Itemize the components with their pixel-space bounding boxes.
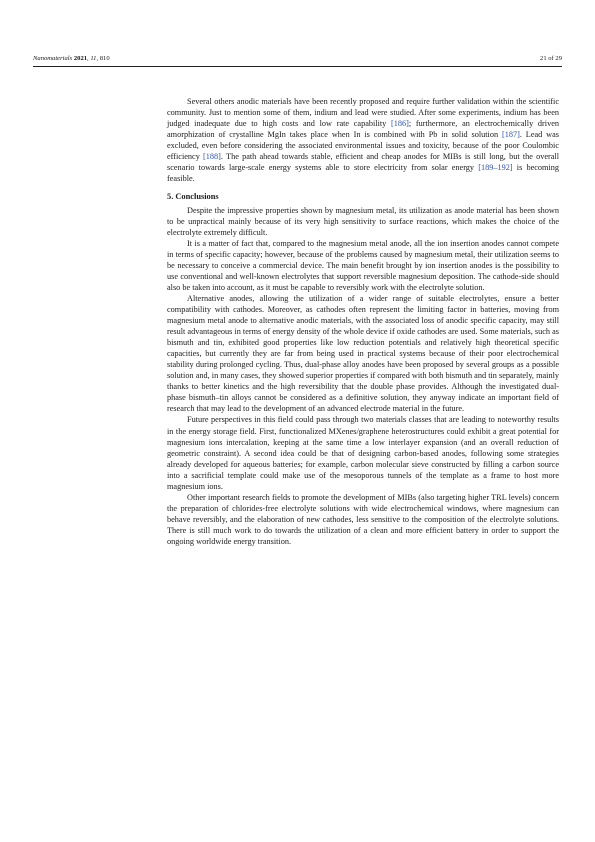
paragraph-text: Several others anodic materials have been recently proposed and require further validation within the scientific community. Just to mention some of them, indium and lead were studied. After some experiments, indium has been judged inadequate due to high costs and low rate capability bbox=[167, 97, 559, 129]
reference-link[interactable]: [188] bbox=[203, 152, 221, 162]
paragraph-text: Alternative anodes, allowing the utilization of a wider range of suitable electrolytes, ensure a better compatibility with cathodes. Moreover, as cathodes often represent the limiting factor in batteries, moving from magnesium metal anode to alternative anodic materials, with the associated loss of anodic specific capacity, may still result advantageous in terms of energy density of the whole device if oxide cathodes are used. Some materials, such as bismuth and tin, exhibited good properties like low reduction potentials and relatively high theoretical specific capacities, but currently they are far from being used in practical systems because of their poor electrochemical stability during prolonged cycling. Thus, dual-phase alloy anodes have been proposed by several groups as a possible solution and, in many cases, they showed superior properties if compared with both bismuth and tin separately, mainly thanks to better kinetics and the high reversibility that the double phase provides. Although the investigated dual-phase bismuth–tin alloys cannot be considered as a definitive solution, they anyway indicate an important field of research that may lead to the development of an advanced electrode material in the future. bbox=[167, 293, 559, 414]
paragraph-ion-insertion bbox=[167, 238, 559, 293]
paragraph-text: It is a matter of fact that, compared to the magnesium metal anode, all the ion insertion anodes cannot compete in terms of specific capacity; however, because of the problems caused by magnesium metal, their utilization seems to be necessary to conceive a commercial device. The main benefit brought by ion insertion anodes is the possibility to use conventional and well-known electrolytes that support reversible magnesium deposition. The cathode-side should also be taken into account, as it must be capable to reversibly work with the electrolyte solution. bbox=[167, 238, 559, 292]
paragraph-future-perspectives bbox=[167, 414, 559, 491]
paragraph-text: is becoming feasible. bbox=[167, 163, 559, 184]
paragraph-text: Future perspectives in this field could pass through two materials classes that are leading to noteworthy results in the energy storage field. First, functionalized MXenes/graphene heterostructures could exhibit a great potential for magnesium ions intercalation, keeping at the same time a low interlayer expansion (and an overall reduction of geometric constraint). A second idea could be that of designing carbon-based anodes, following some strategies already developed for aqueous batteries; for example, carbon molecular sieve constructed by filling a carbon source into a sacrificial template could make use of the mesoporous tunnels of the template as a frame to host more magnesium ions. bbox=[167, 415, 559, 491]
paragraph-text: ; furthermore, an electrochemically driven amorphization of crystalline MgIn takes place when In is combined with Pb in solid solution bbox=[167, 119, 559, 140]
running-header bbox=[33, 54, 562, 64]
journal-name: Nanomaterials bbox=[33, 55, 73, 62]
paragraph-other-research bbox=[167, 492, 559, 547]
paragraph-magnesium-metal bbox=[167, 205, 559, 238]
article-number: 810 bbox=[99, 55, 110, 62]
reference-link[interactable]: [187] bbox=[501, 130, 520, 140]
paragraph-other-anodes bbox=[167, 96, 559, 184]
header-divider bbox=[33, 66, 562, 67]
paragraph-alternative-anodes bbox=[167, 293, 559, 415]
reference-link[interactable]: [186] bbox=[391, 119, 409, 129]
paragraph-text: Despite the impressive properties shown by magnesium metal, its utilization as anode material has been shown to be unpractical mainly because of its very high sensitivity to surface reactions, which makes the choice of the electrolyte extremely difficult. bbox=[167, 205, 559, 237]
journal-volume: 11 bbox=[90, 55, 97, 62]
page-number: 21 of 29 bbox=[540, 55, 562, 62]
paragraph-text: . The path ahead towards stable, efficient and cheap anodes for MIBs is still long, but the overall scenario towards large-scale energy systems able to store electricity from solar energy bbox=[167, 152, 560, 173]
section-heading-conclusions: 5. Conclusions bbox=[167, 192, 219, 202]
reference-link[interactable]: [189–192] bbox=[478, 163, 513, 173]
article-body bbox=[167, 96, 559, 547]
paragraph-text: Other important research fields to promote the development of MIBs (also targeting higher TRL levels) concern the preparation of chlorides-free electrolyte solutions with wide electrochemical windows, where magnesium can behave reversibly, and the elaboration of new cathodes, less sensitive to the composition of the electrolyte solutions. There is still much work to do towards the utilization of a clean and more efficient battery in order to support the ongoing worldwide energy transition. bbox=[167, 492, 559, 546]
journal-year: 2021 bbox=[73, 55, 88, 62]
journal-citation: Nanomaterials 2021, 11, 810 bbox=[33, 55, 110, 62]
paragraph-text: . Lead was excluded, even before considering the associated environmental issues and toxicity, because of the poor Coulombic efficiency bbox=[167, 130, 559, 162]
